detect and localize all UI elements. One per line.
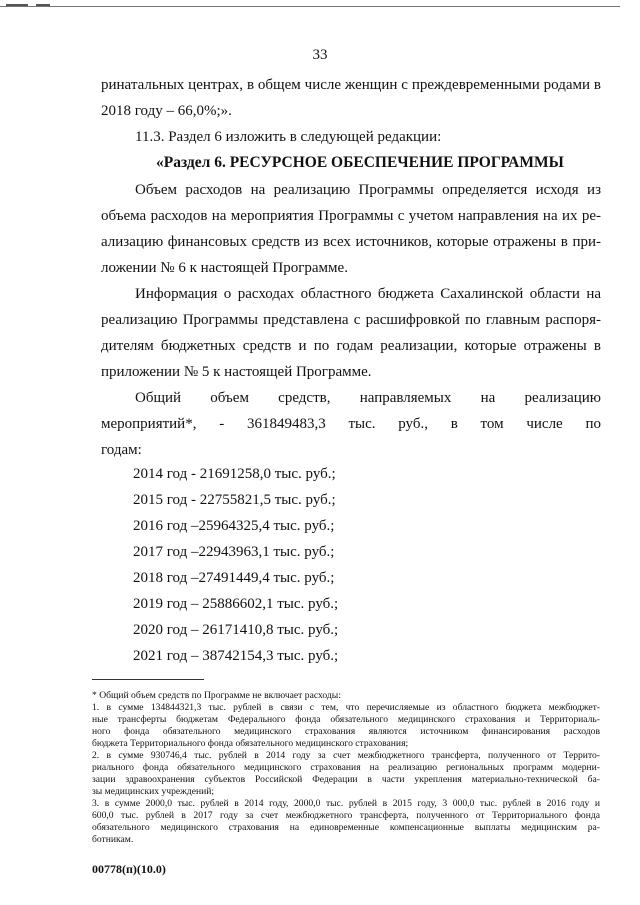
amendment-item: 11.3. Раздел 6 изложить в следующей редакции: xyxy=(135,129,442,145)
paragraph-line: мероприятий*, - 361849483,3 тыс. руб., в том числе по xyxy=(101,416,601,432)
paragraph-line: Объем расходов на реализацию Программы определяется исходя из xyxy=(135,182,601,198)
continued-text-line: 2018 году – 66,0%;». xyxy=(101,103,232,119)
footnote-separator xyxy=(92,679,204,680)
year-amount-item: 2017 год –22943963,1 тыс. руб.; xyxy=(133,544,335,560)
section-heading: «Раздел 6. РЕСУРСНОЕ ОБЕСПЕЧЕНИЕ ПРОГРАММЫ xyxy=(156,154,564,171)
year-amount-item: 2018 год –27491449,4 тыс. руб.; xyxy=(133,570,335,586)
document-code: 00778(п)(10.0) xyxy=(92,862,166,876)
year-amount-item: 2020 год – 26171410,8 тыс. руб.; xyxy=(133,622,339,638)
year-amount-item: 2015 год - 22755821,5 тыс. руб.; xyxy=(133,492,336,508)
footnote-line: 600,0 тыс. рублей в 2017 году за счет межбюджетного трансферта, полученного от Территориального фонда xyxy=(92,810,600,821)
paragraph-line: приложении № 5 к настоящей Программе. xyxy=(101,364,372,380)
footnote-line: 2. в сумме 930746,4 тыс. рублей в 2014 году за счет межбюджетного трансферта, полученного от Террито- xyxy=(92,750,600,761)
footnote-line: 3. в сумме 2000,0 тыс. рублей в 2014 году, 2000,0 тыс. рублей в 2015 году, 3 000,0 тыс. рублей в 2016 году и xyxy=(92,798,600,809)
paragraph-line: Информация о расходах областного бюджета Сахалинской области на xyxy=(135,286,601,302)
footnote-line: ботникам. xyxy=(92,834,134,845)
year-amount-item: 2019 год – 25886602,1 тыс. руб.; xyxy=(133,596,339,612)
paragraph-line: годам: xyxy=(101,442,142,458)
footnote-line: обязательного медицинского страхования на единовременные компенсационные выплаты медицинским ра- xyxy=(92,822,600,833)
footnote-line: зы медицинских учреждений; xyxy=(92,786,215,797)
paragraph-line: ложении № 6 к настоящей Программе. xyxy=(101,260,348,276)
footnote-line: * Общий объем средств по Программе не включает расходы: xyxy=(92,690,341,701)
year-amount-item: 2014 год - 21691258,0 тыс. руб.; xyxy=(133,466,336,482)
footnote-line: зации здравоохранения субъектов Российской Федерации в части укрепления материально-технической ба- xyxy=(92,774,600,785)
continued-text-line: ринатальных центрах, в общем числе женщин с преждевременными родами в xyxy=(101,77,601,93)
paragraph-line: реализацию Программы представлена с расшифровкой по главным распоря- xyxy=(101,312,601,328)
paragraph-line: дителям бюджетных средств и по годам реализации, которые отражены в xyxy=(101,338,601,354)
paragraph-line: объема расходов на мероприятия Программы с учетом направления на их ре- xyxy=(101,208,601,224)
year-amount-item: 2016 год –25964325,4 тыс. руб.; xyxy=(133,518,335,534)
paragraph-line: Общий объем средств, направляемых на реализацию xyxy=(135,390,601,406)
page-number: 33 xyxy=(312,47,328,63)
footnote-line: ные трансферты бюджетам Федерального фонда обязательного медицинского страхования и Территориаль- xyxy=(92,714,600,725)
top-border-line xyxy=(0,6,620,7)
footnote-line: риального фонда обязательного медицинского страхования на реализацию региональных программ модерни- xyxy=(92,762,600,773)
top-scan-mark xyxy=(36,4,50,6)
footnote-line: бюджета Территориального фонда обязательного медицинского страхования; xyxy=(92,738,409,749)
paragraph-line: ализацию финансовых средств из всех источников, которые отражены в при- xyxy=(101,234,601,250)
year-amount-item: 2021 год – 38742154,3 тыс. руб.; xyxy=(133,648,339,664)
top-scan-mark xyxy=(6,4,28,6)
footnote-line: ного фонда обязательного медицинского страхования являются источником финансирования расходов xyxy=(92,726,600,737)
footnote-line: 1. в сумме 134844321,3 тыс. рублей в связи с тем, что перечисляемые из областного бюджета межбюджет- xyxy=(92,702,600,713)
